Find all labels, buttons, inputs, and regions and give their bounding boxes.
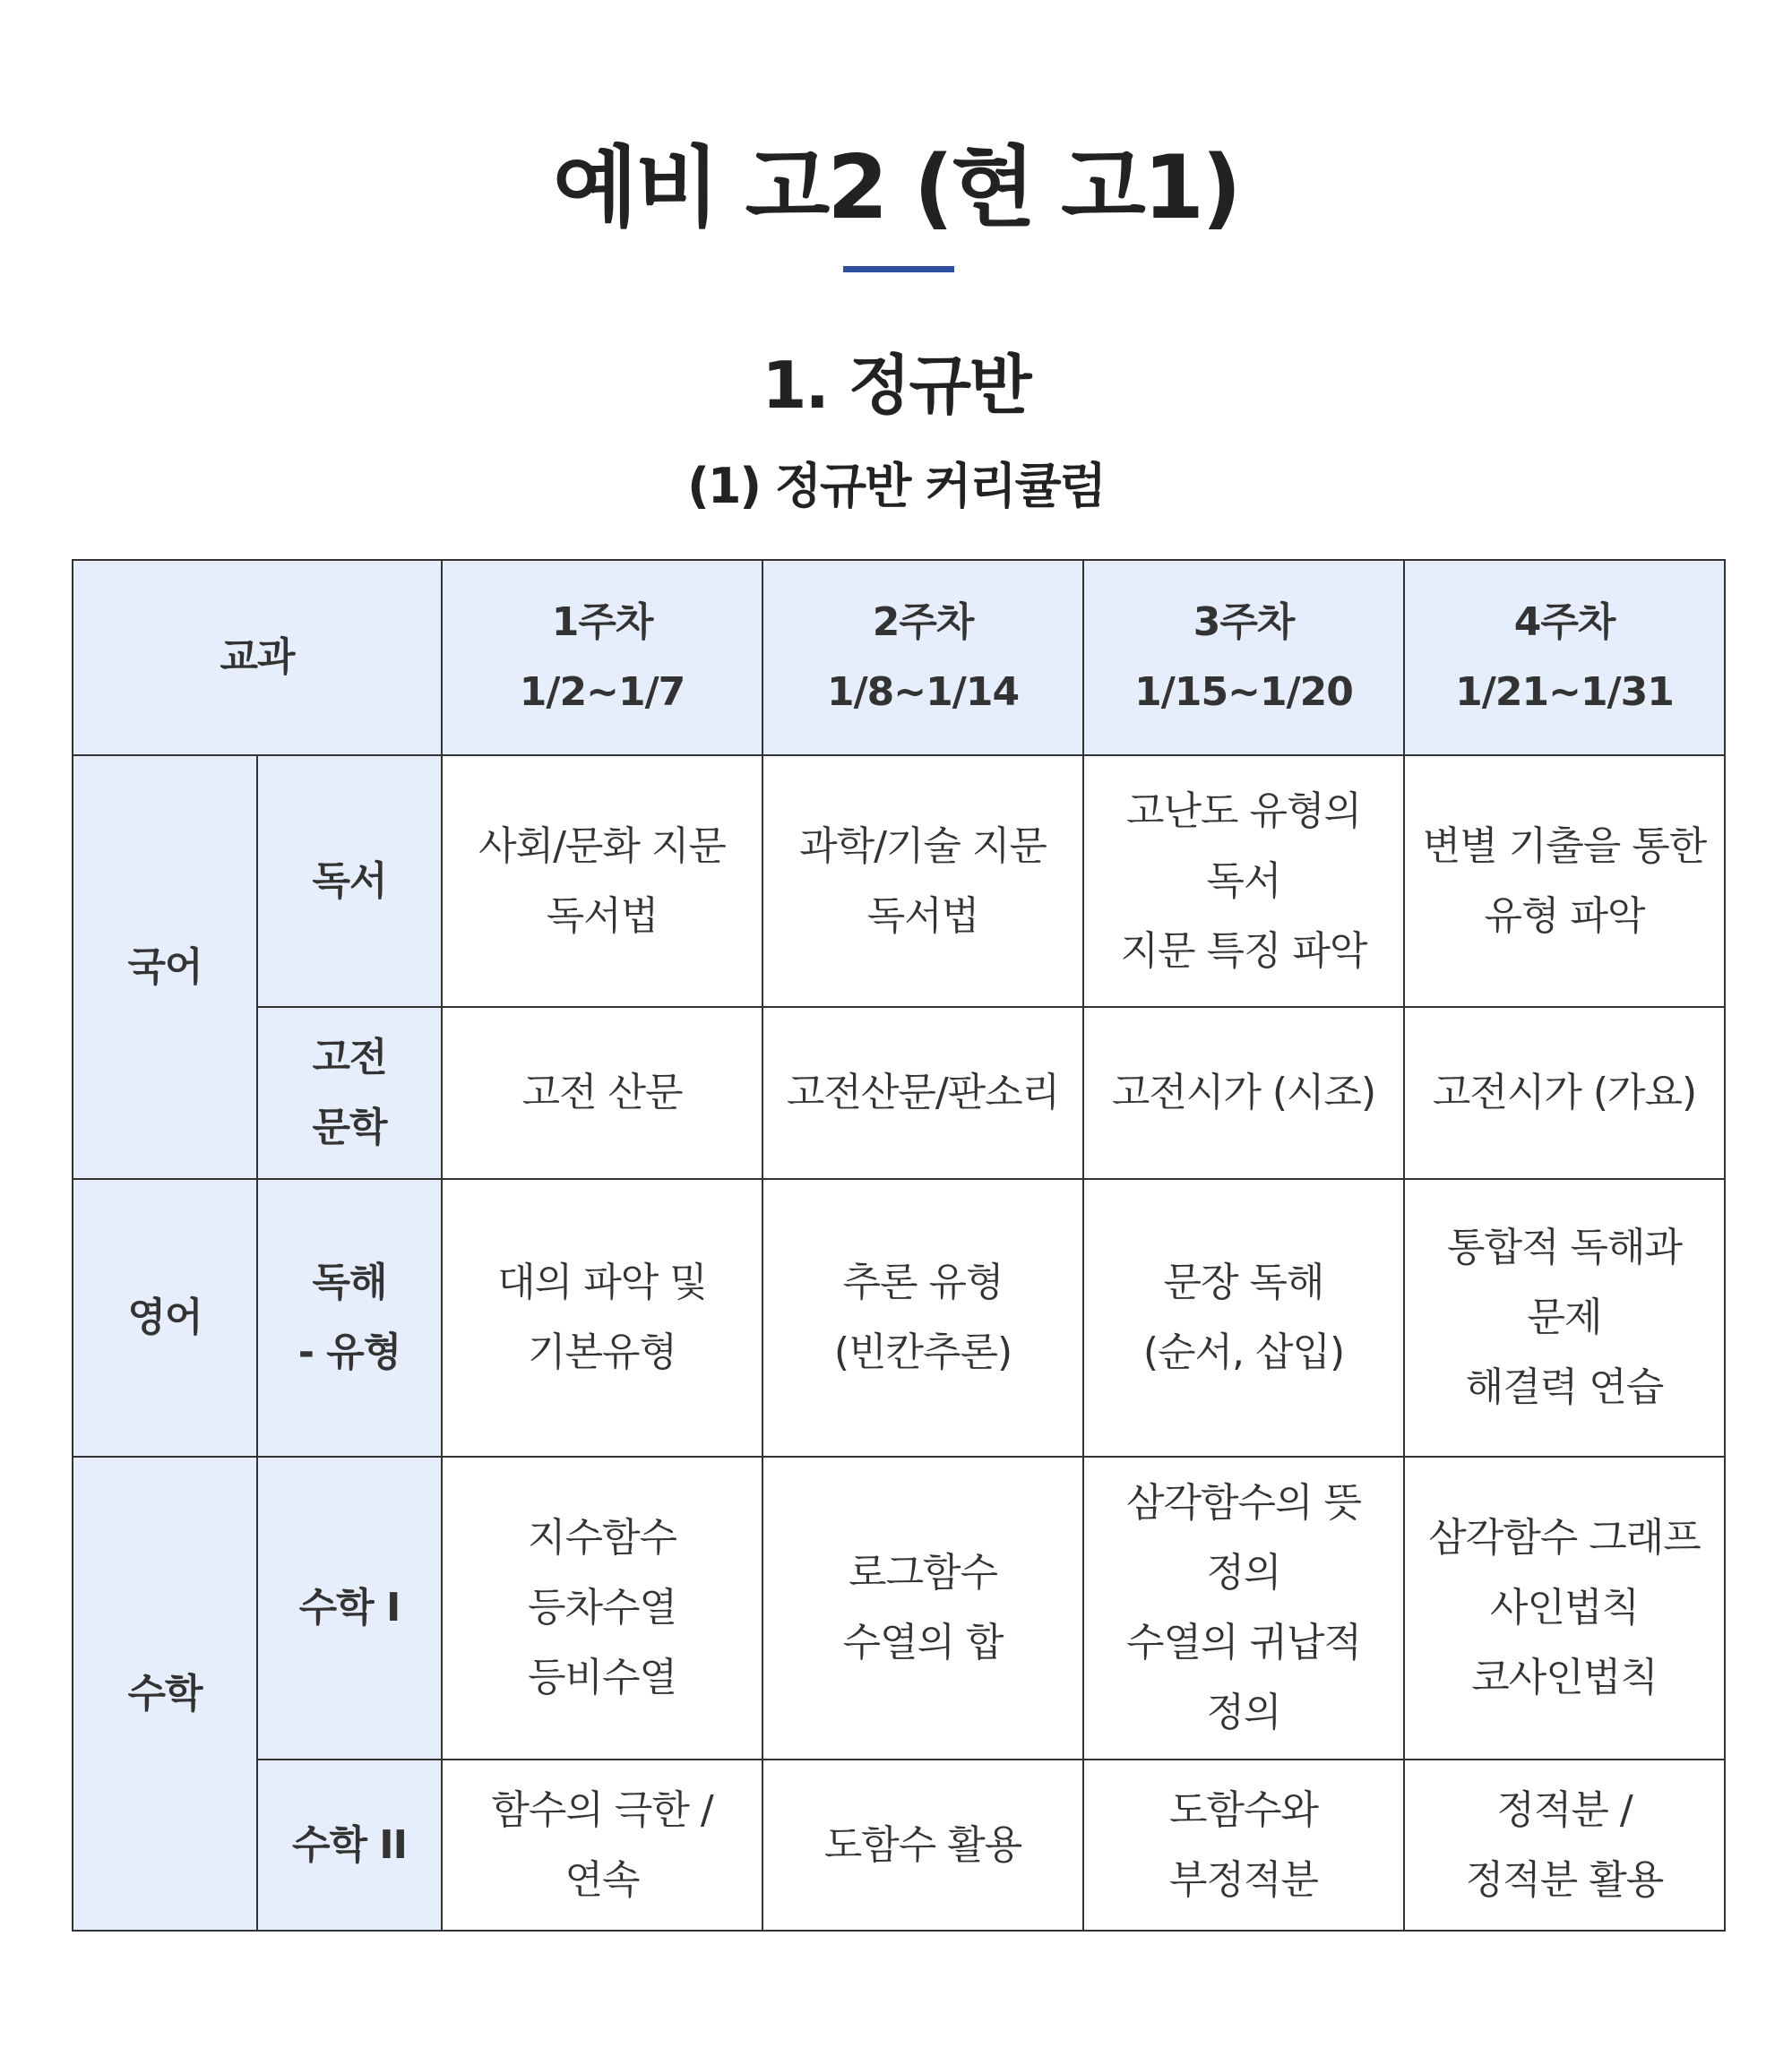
curriculum-text: 독서법 [546, 892, 659, 939]
week-header-cell [1404, 560, 1725, 755]
curriculum-text: 등차수열 [528, 1585, 677, 1631]
week-dates: 1/21~1/31 [1455, 669, 1674, 715]
curriculum-cell [1404, 1457, 1725, 1760]
curriculum-cell [762, 1007, 1083, 1179]
curriculum-table [72, 559, 1726, 1932]
curriculum-cell [442, 755, 762, 1007]
table-row [73, 1007, 1725, 1179]
curriculum-text: 추론 유형 [842, 1260, 1004, 1305]
table-row [73, 1457, 1725, 1760]
subject-cell [73, 1457, 257, 1931]
title-underline [843, 266, 954, 272]
curriculum-text: 통합적 독해과 [1447, 1225, 1683, 1270]
table-header-row [73, 560, 1725, 755]
curriculum-text: 수열의 합 [842, 1620, 1004, 1665]
week-header-cell [442, 560, 762, 755]
curriculum-text: 고전산문/판소리 [786, 1070, 1060, 1115]
curriculum-text: 삼각함수 그래프 [1428, 1515, 1701, 1561]
subject-name: 영어 [127, 1295, 202, 1340]
curriculum-text: 고전시가 (가요) [1432, 1070, 1697, 1115]
curriculum-cell [1404, 1760, 1725, 1931]
curriculum-text: 문장 독해 [1163, 1260, 1324, 1305]
week-label: 2주차 [872, 599, 974, 645]
week-header-cell [1083, 560, 1404, 755]
table-row [73, 1760, 1725, 1931]
curriculum-text: 대의 파악 및 [497, 1260, 707, 1305]
curriculum-cell [762, 1179, 1083, 1457]
curriculum-text: 문제 [1527, 1295, 1602, 1340]
curriculum-text: 로그함수 [849, 1550, 998, 1596]
curriculum-cell [442, 1179, 762, 1457]
subtopic-label: 독서 [312, 857, 387, 904]
curriculum-text: 기본유형 [528, 1329, 677, 1375]
curriculum-cell [762, 1457, 1083, 1760]
curriculum-text: 독서법 [866, 892, 979, 939]
week-header-cell [762, 560, 1083, 755]
curriculum-cell [1404, 755, 1725, 1007]
curriculum-text: 코사인법칙 [1471, 1655, 1658, 1700]
curriculum-text: 해결력 연습 [1465, 1364, 1664, 1410]
subtopic-label: 독해 [312, 1260, 387, 1305]
curriculum-cell [442, 1457, 762, 1760]
curriculum-cell [1083, 1007, 1404, 1179]
curriculum-text: 정적분 / [1496, 1786, 1633, 1833]
subject-name: 국어 [127, 943, 202, 990]
curriculum-text: 부정적분 [1169, 1856, 1319, 1903]
week-label: 1주차 [551, 599, 653, 645]
curriculum-cell [1083, 1457, 1404, 1760]
curriculum-text: 도함수 활용 [823, 1821, 1022, 1868]
curriculum-text: (빈칸추론) [833, 1329, 1012, 1375]
subsection-title: (1) 정규반 커리큘럼 [687, 458, 1105, 514]
curriculum-text: 사회/문화 지문 [478, 822, 726, 869]
curriculum-text: 고난도 유형의 [1126, 787, 1362, 834]
curriculum-text: (순서, 삽입) [1142, 1329, 1345, 1375]
curriculum-cell [442, 1760, 762, 1931]
week-label: 4주차 [1513, 599, 1615, 645]
curriculum-text: 변별 기출을 통한 [1422, 822, 1707, 869]
corner-header-cell [73, 560, 442, 755]
curriculum-text: 도함수와 [1169, 1786, 1319, 1833]
week-dates: 1/15~1/20 [1134, 669, 1353, 715]
subtopic-cell [257, 755, 442, 1007]
curriculum-cell [762, 1760, 1083, 1931]
subtopic-cell [257, 1760, 442, 1931]
subject-cell [73, 755, 257, 1179]
curriculum-text: 등비수열 [528, 1655, 677, 1700]
curriculum-cell [1404, 1179, 1725, 1457]
curriculum-text: 사인법칙 [1490, 1585, 1640, 1631]
corner-label: 교과 [220, 634, 295, 680]
subtopic-label: - 유형 [297, 1329, 401, 1375]
week-dates: 1/2~1/7 [519, 669, 685, 715]
curriculum-text: 정의 [1206, 1690, 1281, 1735]
curriculum-text: 연속 [564, 1856, 640, 1903]
subject-name: 수학 [127, 1670, 202, 1717]
subtopic-label: 수학 I [298, 1585, 401, 1631]
curriculum-text: 수열의 귀납적 [1126, 1620, 1362, 1665]
subtopic-cell [257, 1179, 442, 1457]
curriculum-cell [1083, 1760, 1404, 1931]
subtopic-label: 수학 II [291, 1821, 408, 1868]
curriculum-table-body [73, 560, 1725, 1931]
subtopic-cell [257, 1007, 442, 1179]
subtopic-label: 문학 [312, 1105, 387, 1150]
curriculum-text: 독서 [1206, 857, 1281, 904]
curriculum-text: 지문 특징 파악 [1120, 927, 1367, 974]
curriculum-text: 유형 파악 [1484, 892, 1645, 939]
week-dates: 1/8~1/14 [826, 669, 1020, 715]
curriculum-cell [442, 1007, 762, 1179]
table-row [73, 755, 1725, 1007]
subject-cell [73, 1179, 257, 1457]
curriculum-text: 정의 [1206, 1550, 1281, 1596]
section-title: 1. 정규반 [762, 348, 1030, 423]
curriculum-text: 고전시가 (시조) [1111, 1070, 1376, 1115]
table-row [73, 1179, 1725, 1457]
curriculum-text: 정적분 활용 [1465, 1856, 1664, 1903]
curriculum-text: 지수함수 [528, 1515, 677, 1561]
week-label: 3주차 [1193, 599, 1295, 645]
curriculum-cell [1404, 1007, 1725, 1179]
page-title: 예비 고2 (현 고1) [553, 137, 1239, 239]
subtopic-label: 고전 [312, 1035, 387, 1080]
subtopic-cell [257, 1457, 442, 1760]
curriculum-text: 고전 산문 [521, 1070, 683, 1115]
curriculum-cell [1083, 1179, 1404, 1457]
curriculum-cell [762, 755, 1083, 1007]
curriculum-text: 함수의 극한 / [491, 1786, 713, 1833]
curriculum-text: 삼각함수의 뜻 [1126, 1480, 1362, 1526]
curriculum-text: 과학/기술 지문 [799, 822, 1047, 869]
curriculum-cell [1083, 755, 1404, 1007]
